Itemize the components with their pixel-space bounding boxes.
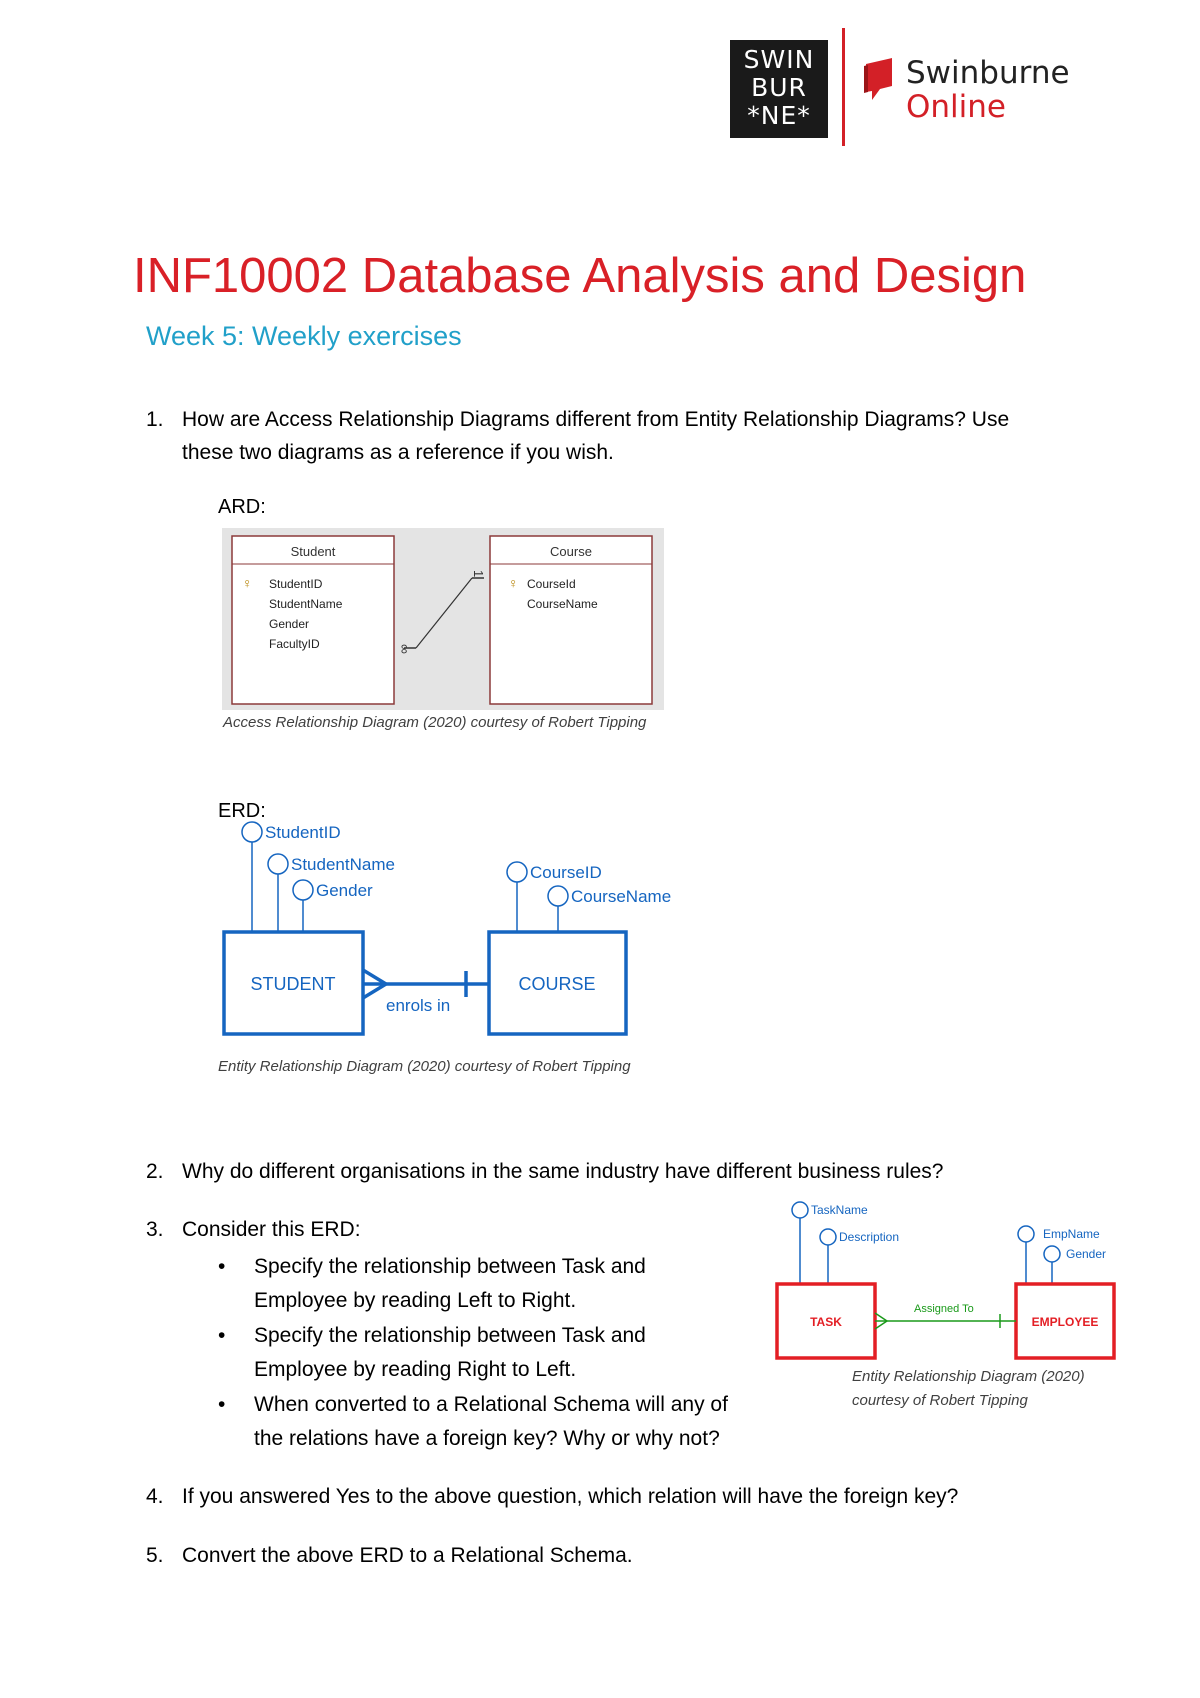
- ard-student-field: StudentName: [269, 597, 343, 611]
- erd2-attr-gender: Gender: [1066, 1247, 1107, 1261]
- question-2-text: Why do different organisations in the same industry have different business rules?: [182, 1160, 944, 1183]
- ard-student-field: Gender: [269, 617, 310, 631]
- ard-label: ARD:: [218, 496, 266, 518]
- ard-course-table: [490, 536, 652, 704]
- erd2-attr-taskname: TaskName: [811, 1203, 868, 1217]
- bullet-line: Specify the relationship between Task and: [254, 1255, 646, 1278]
- bullet-line: Employee by reading Left to Right.: [254, 1289, 577, 1312]
- erd-relationship-line: [363, 970, 489, 998]
- question-4-text: If you answered Yes to the above question, which relation will have the foreign key?: [182, 1485, 959, 1508]
- ard-student-title: Student: [290, 544, 336, 559]
- erd-attr-courseid: CourseID: [530, 863, 602, 882]
- question-5-number: 5.: [146, 1544, 164, 1567]
- question-2-number: 2.: [146, 1160, 164, 1183]
- question-1-line-2: these two diagrams as a reference if you wish.: [182, 441, 614, 464]
- question-4-number: 4.: [146, 1485, 164, 1508]
- erd-caption: Entity Relationship Diagram (2020) courtesy of Robert Tipping: [218, 1058, 631, 1075]
- erd-label: ERD:: [218, 800, 266, 822]
- erd2-caption-line-2: courtesy of Robert Tipping: [852, 1392, 1028, 1409]
- bullet-line: When converted to a Relational Schema will any of: [254, 1393, 728, 1416]
- question-5-text: Convert the above ERD to a Relational Schema.: [182, 1544, 633, 1567]
- question-3-number: 3.: [146, 1218, 164, 1241]
- erd-student-label: STUDENT: [250, 974, 336, 994]
- erd-course-label: COURSE: [518, 974, 596, 994]
- bullet-line: the relations have a foreign key? Why or why not?: [254, 1427, 720, 1450]
- erd-student-course-diagram: [210, 820, 690, 1040]
- ard-course-field: CourseName: [527, 597, 598, 611]
- erd2-caption-line-1: Entity Relationship Diagram (2020): [852, 1368, 1085, 1385]
- question-3-bullet: [218, 1319, 646, 1387]
- ard-student-table: [232, 536, 394, 704]
- page-title: INF10002 Database Analysis and Design: [133, 249, 1027, 303]
- bullet-icon: •: [218, 1393, 226, 1416]
- key-icon: ♀: [242, 575, 253, 591]
- erd2-attr-description: Description: [839, 1230, 900, 1244]
- question-3-bullet: [218, 1250, 646, 1318]
- bullet-icon: •: [218, 1324, 226, 1347]
- brand-wordmark: [906, 56, 1070, 124]
- speech-bubble-icon: [860, 56, 900, 106]
- question-4: [146, 1480, 958, 1514]
- erd2-relationship-line: [875, 1313, 1016, 1329]
- ard-caption: Access Relationship Diagram (2020) courtesy of Robert Tipping: [223, 714, 647, 731]
- page-subtitle: Week 5: Weekly exercises: [146, 321, 462, 351]
- ard-course-field: CourseId: [527, 577, 576, 591]
- brand-line-1: Swinburne: [906, 55, 1070, 91]
- erd2-task-label: TASK: [810, 1315, 842, 1329]
- erd-attr-studentname: StudentName: [291, 855, 395, 874]
- erd-task-employee-diagram: [770, 1200, 1122, 1368]
- logo-divider: [842, 28, 845, 146]
- ard-student-field: FacultyID: [269, 637, 320, 651]
- ard-many-symbol: ∞: [397, 644, 413, 654]
- ard-one-symbol: 1: [471, 570, 486, 578]
- erd-attr-gender: Gender: [316, 881, 373, 900]
- crest-line-2: BUR: [751, 73, 807, 102]
- ard-diagram: [222, 528, 664, 710]
- question-1-line-1: How are Access Relationship Diagrams different from Entity Relationship Diagrams? Use: [182, 408, 1010, 431]
- question-3-bullet: [218, 1388, 728, 1456]
- question-2: [146, 1155, 944, 1189]
- question-3: [146, 1213, 361, 1247]
- ard-course-title: Course: [550, 544, 592, 559]
- erd2-attr-empname: EmpName: [1043, 1227, 1100, 1241]
- erd-attr-coursename: CourseName: [571, 887, 672, 906]
- bullet-line: Employee by reading Right to Left.: [254, 1358, 577, 1381]
- erd2-relationship-label: Assigned To: [914, 1303, 974, 1315]
- erd-relationship-label: enrols in: [386, 996, 451, 1015]
- question-1-number: 1.: [146, 408, 164, 431]
- erd2-employee-label: EMPLOYEE: [1031, 1315, 1099, 1329]
- question-1: [146, 403, 1009, 437]
- swinburne-crest-logo: [730, 40, 828, 138]
- bullet-icon: •: [218, 1255, 226, 1278]
- key-icon: ♀: [508, 575, 519, 591]
- ard-student-field: StudentID: [269, 577, 323, 591]
- crest-line-1: SWIN: [743, 45, 815, 74]
- brand-line-2: Online: [906, 89, 1006, 125]
- erd-attr-studentid: StudentID: [265, 823, 341, 842]
- question-5: [146, 1539, 633, 1573]
- bullet-line: Specify the relationship between Task and: [254, 1324, 646, 1347]
- question-3-text: Consider this ERD:: [182, 1218, 361, 1241]
- crest-line-3: *NE*: [747, 101, 811, 130]
